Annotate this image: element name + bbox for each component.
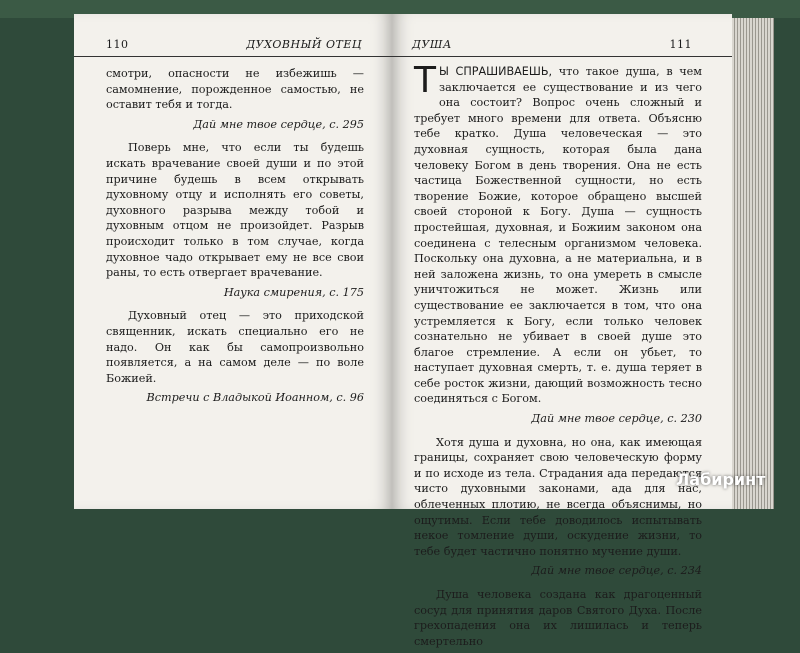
lead-paragraph (414, 60, 702, 407)
citation: Дай мне твое сердце, с. 295 (193, 117, 364, 131)
left-running-title: ДУХОВНЫЙ ОТЕЦ (246, 38, 362, 51)
text-paragraph: смотри, опасности не избежишь — самомнение, порожденное самостью, не оставит тебя и тогда. (106, 67, 364, 112)
left-page-content (106, 66, 364, 414)
right-page (392, 14, 732, 648)
left-page (74, 14, 392, 509)
citation: Дай мне твое сердце, с. 234 (531, 564, 702, 578)
citation: Встречи с Владыкой Иоанном, с. 96 (146, 391, 364, 405)
right-page-number: 111 (669, 38, 692, 51)
left-page-number: 110 (106, 38, 129, 51)
drop-cap: Т (414, 60, 436, 101)
citation: Наука смирения, с. 175 (223, 285, 364, 299)
text-paragraph: Поверь мне, что если ты будешь искать врачевание своей души и по этой причине будешь в всем открывать духовному отцу и исполнять его советы, духовного разрыва между тобой и духовным отцом не произойдет. Разрыв происходит только в том случае, когда духовное чадо открывает ему не все свои раны, то есть отвергает врачевание. (106, 141, 364, 280)
right-page-header (392, 36, 732, 57)
lead-caps: Ы СПРАШИВАЕШЬ, (439, 65, 553, 78)
right-running-title: ДУША (412, 38, 452, 51)
right-page-content (414, 60, 702, 653)
text-paragraph: Хотя душа и духовна, но она, как имеющая границы, сохраняет свою человеческую форму и по исходе из тела. Страдания ада передаются чисто духовными законами, ада для нас, облеченных плотию, не всегда объяснимы, но ощутимы. Если тебе доводилось испытывать некое томление души, оскудение жизни, то тебе будет частично понятно мучение души. (414, 435, 702, 558)
page-edges (732, 18, 774, 509)
lead-text: что такое душа, в чем заключается ее существование и из чего она состоит? Вопрос очень сложный и требует много времени для ответа. Объясню тебе кратко. Душа человеческая — это духовная сущность, которая была дана человеку Богом в день творения. Она не есть частица Божественной сущности, но есть творение Божие, которое обращено высшей своей стороной к Богу. Душа — сущность простейшая, духовная, и Божиим законом она соединена с телесным организмом человека. Поскольку она духовна, а не материальна, и в ней заложена жизнь, то она умереть в смысле уничтожиться не может. Жизнь или существование ее заключается в том, что она устремляется к Богу, если только человек сознательно не убивает в своей душе это благое стремление. А если он убьет, то наступает духовная смерть, т. е. душа теряет в себе росток жизни, дающий возможность тесно соединяться с Богом. (414, 65, 702, 406)
labirint-watermark: Лабиринт (676, 470, 766, 489)
text-paragraph: Духовный отец — это приходской священник, искать специально его не надо. Он как бы самопроизвольно появляется, а на самом деле — по воле Божией. (106, 309, 364, 385)
left-page-header (74, 36, 392, 57)
citation: Дай мне твое сердце, с. 230 (531, 412, 702, 426)
text-paragraph: Душа человека создана как драгоценный сосуд для принятия даров Святого Духа. После грехопадения она их лишилась и теперь смертельно (414, 588, 702, 648)
